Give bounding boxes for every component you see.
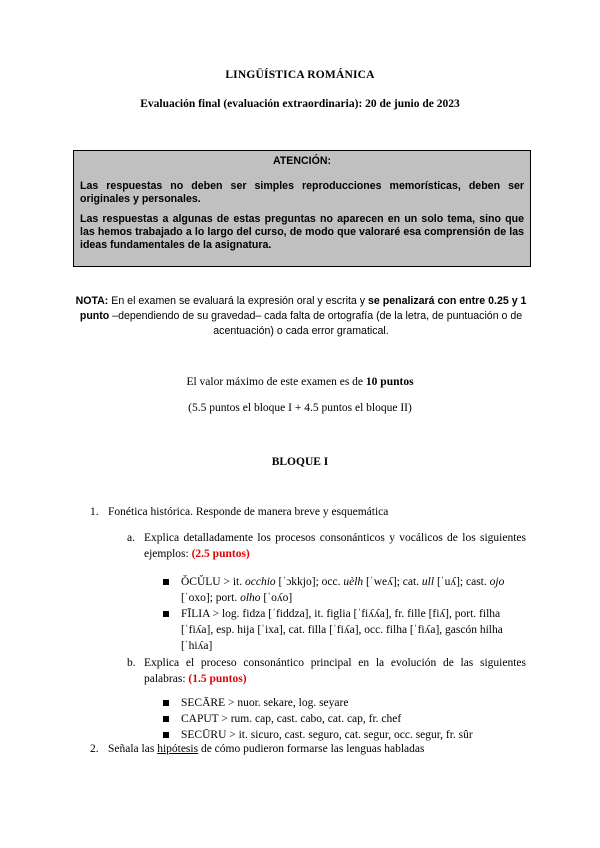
max-value-points: 10 puntos: [365, 376, 414, 388]
exam-title: LINGÜÍSTICA ROMÁNICA: [225, 69, 375, 81]
question-1b-text: Explica el proceso consonántico principal en la evolución de las siguientes palabras:: [144, 657, 526, 685]
nota-paragraph: [70, 294, 532, 339]
question-2: [90, 743, 425, 755]
points-breakdown: (5.5 puntos el bloque I + 4.5 puntos el bloque II): [188, 402, 412, 414]
question-1a-text: Explica detalladamente los procesos consonánticos y vocálicos de los siguientes ejemplos:: [144, 532, 526, 560]
max-value-text: El valor máximo de este examen es de: [186, 376, 366, 388]
exam-subtitle: Evaluación final (evaluación extraordinaria): 20 de junio de 2023: [140, 98, 460, 110]
bullet-square-icon: [163, 732, 169, 738]
bullet-square-icon: [163, 579, 169, 585]
example-segment: [ˈoxo]; port.: [181, 592, 241, 604]
question-1b: [127, 655, 526, 687]
bullet-square-icon: [163, 611, 169, 617]
example-form-italic: uèlh: [343, 576, 364, 588]
example-text: [181, 606, 527, 654]
question-1a-letter: a.: [127, 532, 135, 544]
word-item: [163, 727, 527, 743]
question-1-number: 1.: [90, 506, 99, 518]
question-1b-points: (1.5 puntos): [188, 673, 247, 685]
word-text: CAPUT > rum. cap, cast. cabo, cat. cap, fr. chef: [181, 713, 402, 725]
example-item: [163, 574, 527, 606]
word-text: SECĀRE > nuor. sekare, log. seyare: [181, 697, 349, 709]
example-form-italic: occhio: [245, 576, 276, 588]
example-segment: [ˈweʎ]; cat.: [363, 576, 422, 588]
question-1-text: Fonética histórica. Responde de manera breve y esquemática: [108, 506, 389, 518]
example-segment: [ˈɔkkjo]; occ.: [275, 576, 344, 588]
question-1a: [127, 530, 526, 562]
bullet-square-icon: [163, 716, 169, 722]
max-value-line: [0, 376, 600, 388]
question-2-underlined: hipótesis: [157, 743, 199, 755]
example-item: [163, 606, 527, 654]
example-text: [181, 574, 527, 606]
attention-box: [73, 150, 531, 267]
example-form-italic: ull: [421, 576, 435, 588]
question-2-post: de cómo pudieron formarse las lenguas habladas: [198, 743, 425, 755]
question-1b-letter: b.: [127, 657, 136, 669]
attention-paragraph-2: Las respuestas a algunas de estas preguntas no aparecen en un solo tema, sino que las hemos trabajado a lo largo del curso, de modo que valoraré esa comprensión de las ideas fundamentales de la asignatura.: [80, 213, 524, 251]
question-2-pre: Señala las: [108, 743, 158, 755]
example-segment: FĪLIA > log. fidza [ˈfiddza], it. figlia [ˈfiʎʎa], fr. fille [fiʎ], port. filha [ˈfiʎa], esp. hija [ˈixa], cat. filla [ˈfiʎa], occ. filha [ˈfiʎa], gascón hilha [ˈhiʎa]: [181, 608, 503, 652]
question-2-number: 2.: [90, 743, 99, 755]
question-1b-body: [144, 655, 526, 687]
question-1a-points: (2.5 puntos): [191, 548, 250, 560]
attention-heading: ATENCIÓN:: [272, 155, 332, 167]
example-form-italic: ojo: [489, 576, 505, 588]
bullet-square-icon: [163, 700, 169, 706]
nota-label: NOTA:: [75, 295, 109, 307]
example-form-italic: olho: [240, 592, 261, 604]
question-1a-body: [144, 530, 526, 562]
word-item: [163, 695, 527, 711]
nota-text-2: –dependiendo de su gravedad– cada falta de ortografía (de la letra, de puntuación o de acentuación) o cada error gramatical.: [109, 310, 523, 337]
attention-paragraph-1: Las respuestas no deben ser simples reproducciones memorísticas, deben ser originales y personales.: [80, 180, 524, 205]
word-item: [163, 711, 527, 727]
example-segment: [ˈoʎo]: [260, 592, 293, 604]
example-segment: [ˈuʎ]; cast.: [434, 576, 490, 588]
nota-penalty: se penalizará con entre 0.25 y 1 punto: [79, 295, 527, 322]
word-text: SECŪRU > it. sicuro, cast. seguro, cat. segur, occ. segur, fr. sûr: [181, 729, 473, 741]
example-segment: ŎCŬLU > it.: [181, 576, 245, 588]
question-1: [90, 506, 388, 518]
nota-text-1: En el examen se evaluará la expresión oral y escrita y: [108, 295, 369, 307]
block-title: BLOQUE I: [271, 456, 329, 468]
